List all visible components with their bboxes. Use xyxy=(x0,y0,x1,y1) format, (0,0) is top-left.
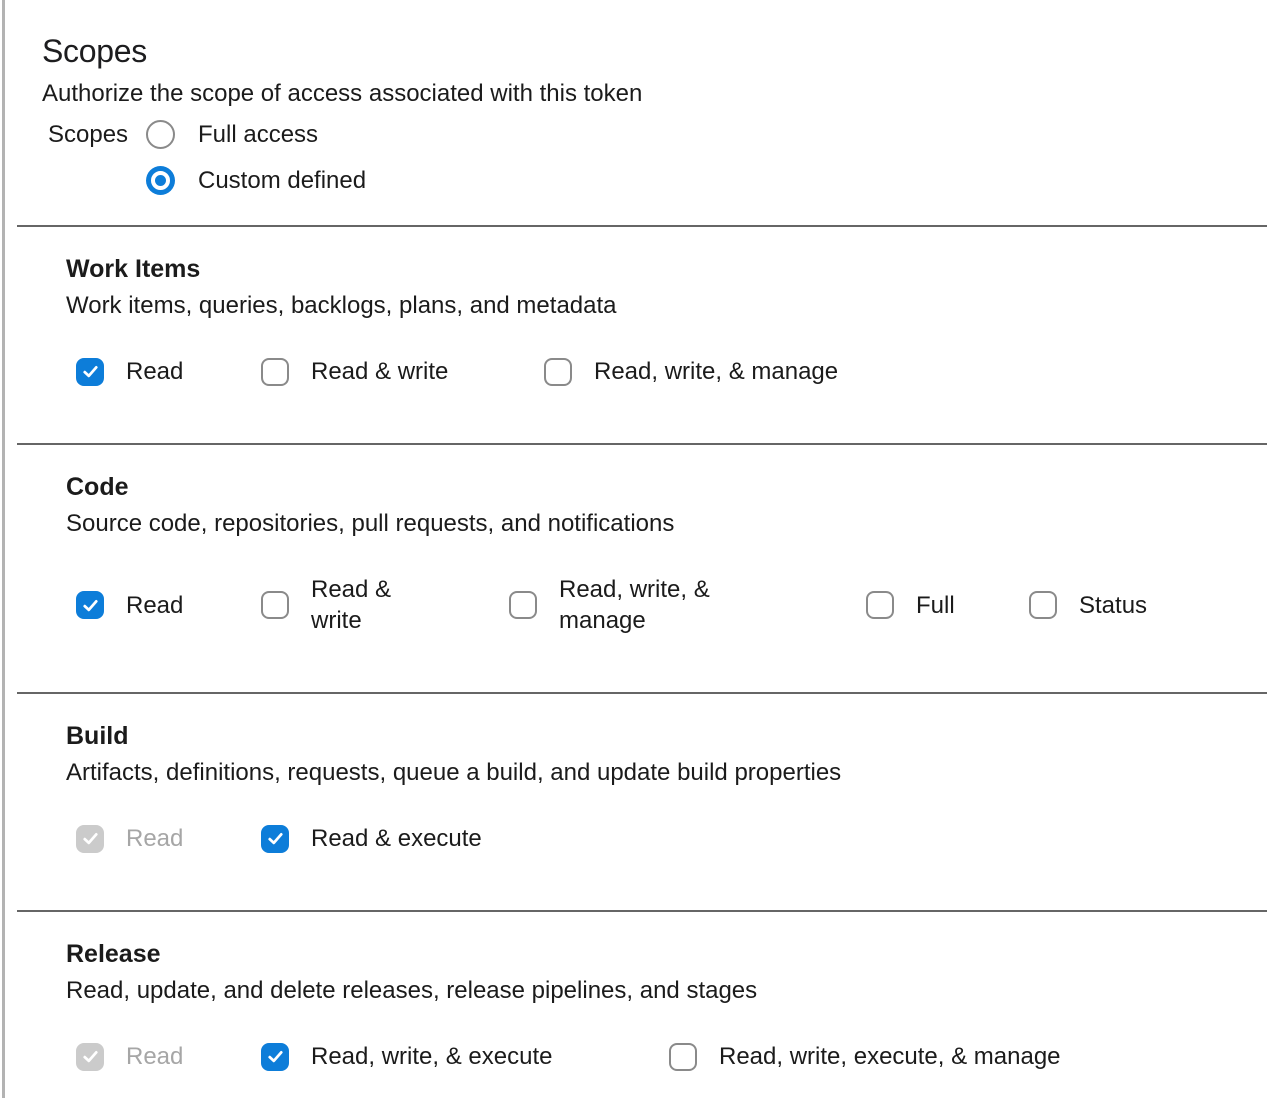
section-desc-work-items: Work items, queries, backlogs, plans, and metadata xyxy=(66,292,617,319)
checkbox-label: Read & execute xyxy=(311,825,482,852)
section-code xyxy=(17,443,1267,636)
section-title-release: Release xyxy=(66,940,161,968)
radio-icon-full-access[interactable] xyxy=(146,120,175,149)
checkmark-icon xyxy=(82,597,99,614)
section-title-build: Build xyxy=(66,722,129,750)
checkmark-icon xyxy=(82,363,99,380)
code-options xyxy=(66,574,1267,636)
scopes-field-label: Scopes xyxy=(48,121,129,148)
radio-option-full-access[interactable] xyxy=(146,120,366,149)
checkbox-icon[interactable] xyxy=(261,591,289,619)
checkmark-icon xyxy=(267,830,284,847)
scopes-header xyxy=(0,0,1282,195)
checkbox-icon[interactable] xyxy=(866,591,894,619)
checkbox-option-release-read-write-execute[interactable] xyxy=(261,1041,669,1072)
build-options xyxy=(66,823,1267,854)
section-work-items xyxy=(17,225,1267,387)
checkbox-option-code-full[interactable] xyxy=(866,590,1029,621)
checkmark-icon xyxy=(82,830,99,847)
checkbox-option-work-items-read-write-manage[interactable] xyxy=(544,356,838,387)
checkbox-icon[interactable] xyxy=(1029,591,1057,619)
checkbox-icon[interactable] xyxy=(261,825,289,853)
checkbox-icon[interactable] xyxy=(261,1043,289,1071)
section-desc-build: Artifacts, definitions, requests, queue a build, and update build properties xyxy=(66,759,842,786)
checkbox-label: Read xyxy=(126,825,184,852)
checkbox-option-work-items-read[interactable] xyxy=(76,356,261,387)
checkbox-label: Read, write, & execute xyxy=(311,1043,553,1070)
section-release xyxy=(17,910,1267,1072)
checkbox-label: Full xyxy=(916,591,955,619)
checkbox-icon xyxy=(76,825,104,853)
radio-option-custom-defined[interactable] xyxy=(146,166,366,195)
section-desc-code: Source code, repositories, pull requests, and notifications xyxy=(66,510,675,537)
checkbox-label: Read xyxy=(126,591,184,619)
checkbox-label: Read xyxy=(126,358,184,385)
checkbox-label: Read & write xyxy=(311,576,392,634)
checkmark-icon xyxy=(82,1048,99,1065)
checkbox-icon[interactable] xyxy=(261,358,289,386)
section-build xyxy=(17,692,1267,854)
page-subtitle: Authorize the scope of access associated with this token xyxy=(42,80,643,107)
checkbox-option-code-read-write-manage[interactable] xyxy=(509,574,866,636)
checkbox-option-release-read xyxy=(76,1041,261,1072)
section-title-code: Code xyxy=(66,473,129,501)
checkbox-icon[interactable] xyxy=(544,358,572,386)
work-items-options xyxy=(66,356,1267,387)
checkbox-icon xyxy=(76,1043,104,1071)
release-options xyxy=(66,1041,1267,1072)
radio-icon-custom-defined[interactable] xyxy=(146,166,175,195)
checkbox-label: Read, write, & manage xyxy=(559,576,710,634)
panel-left-border xyxy=(2,0,5,1098)
page-title: Scopes xyxy=(42,33,147,69)
checkbox-label: Read xyxy=(126,1043,184,1070)
checkbox-icon[interactable] xyxy=(76,358,104,386)
section-title-work-items: Work Items xyxy=(66,255,201,283)
checkbox-option-code-read-write[interactable] xyxy=(261,574,509,636)
radio-label-custom-defined: Custom defined xyxy=(198,166,367,194)
section-desc-release: Read, update, and delete releases, release pipelines, and stages xyxy=(66,977,758,1004)
checkmark-icon xyxy=(267,1048,284,1065)
radio-label-full-access: Full access xyxy=(198,120,319,148)
checkbox-option-build-read xyxy=(76,823,261,854)
checkbox-label: Read & write xyxy=(311,358,449,385)
checkbox-label: Read, write, execute, & manage xyxy=(719,1043,1061,1070)
checkbox-label: Status xyxy=(1079,591,1148,619)
checkbox-option-build-read-execute[interactable] xyxy=(261,823,482,854)
checkbox-option-release-read-write-execute-manage[interactable] xyxy=(669,1041,1061,1072)
checkbox-icon[interactable] xyxy=(76,591,104,619)
checkbox-icon[interactable] xyxy=(509,591,537,619)
checkbox-option-code-read[interactable] xyxy=(76,590,261,621)
scopes-radio-group xyxy=(146,120,366,195)
checkbox-icon[interactable] xyxy=(669,1043,697,1071)
checkbox-option-code-status[interactable] xyxy=(1029,590,1147,621)
checkbox-option-work-items-read-write[interactable] xyxy=(261,356,544,387)
scopes-field xyxy=(42,120,1262,195)
checkbox-label: Read, write, & manage xyxy=(594,358,839,385)
